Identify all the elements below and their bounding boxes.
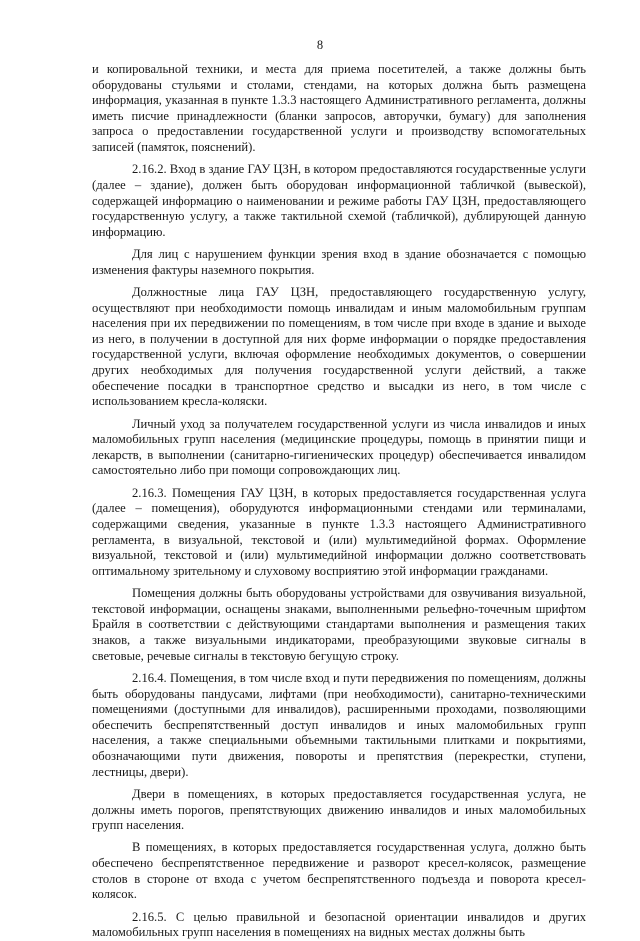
paragraph-audio-braille: Помещения должны быть оборудованы устройствами для озвучивания визуальной, текстовой информации, оснащены знаками, выполненными рельефно-точечным шрифтом Брайля в соответствии с действующими стандартами выполнения и размещения таких знаков, а также визуальными индикаторами, преобразующими звуковые сигналы в световые, речевые сигналы в текстовую бегущую строку. — [92, 586, 586, 663]
paragraph-2-16-4: 2.16.4. Помещения, в том числе вход и пути передвижения по помещениям, должны быть оборудованы пандусами, лифтами (при необходимости), санитарно-техническими помещениями (доступными для инвалидов), расширенными проходами, позволяющими обеспечить беспрепятственный доступ инвалидов и иных маломобильных групп населения, а также специальными объемными тактильными плитками и покрытиями, обозначающими пути движения, повороты и препятствия (перекрестки, ступени, лестницы, двери). — [92, 670, 586, 779]
paragraph-continuation: и копировальной техники, и места для приема посетителей, а также должны быть оборудованы стульями и столами, стендами, на которых должна быть размещена информация, указанная в пункте 1.3.3 настоящего Административного регламента, должны иметь писчие принадлежности (бланки запросов, авторучки, бумагу) для заполнения запроса о предоставлении государственной услуги и производству вспомогательных записей (памяток, пояснений). — [92, 62, 586, 154]
body-text — [92, 62, 586, 941]
paragraph-2-16-2: 2.16.2. Вход в здание ГАУ ЦЗН, в котором предоставляются государственные услуги (далее – здание), должен быть оборудован информационной табличкой (вывеской), содержащей информацию о наименовании и режиме работы ГАУ ЦЗН, предоставляющего государственную услугу, а также тактильной схемой (табличкой), дублирующей данную информацию. — [92, 162, 586, 239]
paragraph-officials-assistance: Должностные лица ГАУ ЦЗН, предоставляющего государственную услугу, осуществляют при необходимости помощь инвалидам и иным маломобильным группам населения при их передвижении по помещениям, в том числе при входе в здание и выходе из него, в получении в доступной для них форме информации о порядке предоставления государственной услуги, включая оформление необходимых документов, о совершении других необходимых для получения государственной услуги действий, а также обеспечение посадки в транспортное средство и высадки из него, в том числе с использованием кресла-коляски. — [92, 285, 586, 409]
page-number: 8 — [316, 38, 324, 52]
paragraph-2-16-5: 2.16.5. С целью правильной и безопасной ориентации инвалидов и других маломобильных групп населения в помещениях на видных местах должны быть — [92, 909, 586, 940]
paragraph-doors: Двери в помещениях, в которых предоставляется государственная услуга, не должны иметь порогов, препятствующих движению инвалидов и иных маломобильных групп населения. — [92, 786, 586, 833]
paragraph-wheelchair-movement: В помещениях, в которых предоставляется государственная услуга, должно быть обеспечено беспрепятственное передвижение и разворот кресел-колясок, размещение столов в стороне от входа с учетом беспрепятственного подъезда и поворота кресел-колясок. — [92, 840, 586, 902]
paragraph-personal-care: Личный уход за получателем государственной услуги из числа инвалидов и иных маломобильных групп населения (медицинские процедуры, помощь в принятии пищи и лекарств, в выполнении (санитарно-гигиенических процедур) обеспечивается инвалидом самостоятельно либо при помощи сопровождающих лиц. — [92, 416, 586, 478]
paragraph-2-16-3: 2.16.3. Помещения ГАУ ЦЗН, в которых предоставляется государственная услуга (далее – помещения), оборудуются информационными стендами или терминалами, содержащими сведения, указанные в пункте 1.3.3 настоящего Административного регламента, в визуальной, текстовой и (или) мультимедийной формах. Оформление визуальной, текстовой и (или) мультимедийной информации должно соответствовать оптимальному зрительному и слуховому восприятию этой информации гражданами. — [92, 485, 586, 578]
paragraph-vision-entrance: Для лиц с нарушением функции зрения вход в здание обозначается с помощью изменения фактуры наземного покрытия. — [92, 247, 586, 277]
